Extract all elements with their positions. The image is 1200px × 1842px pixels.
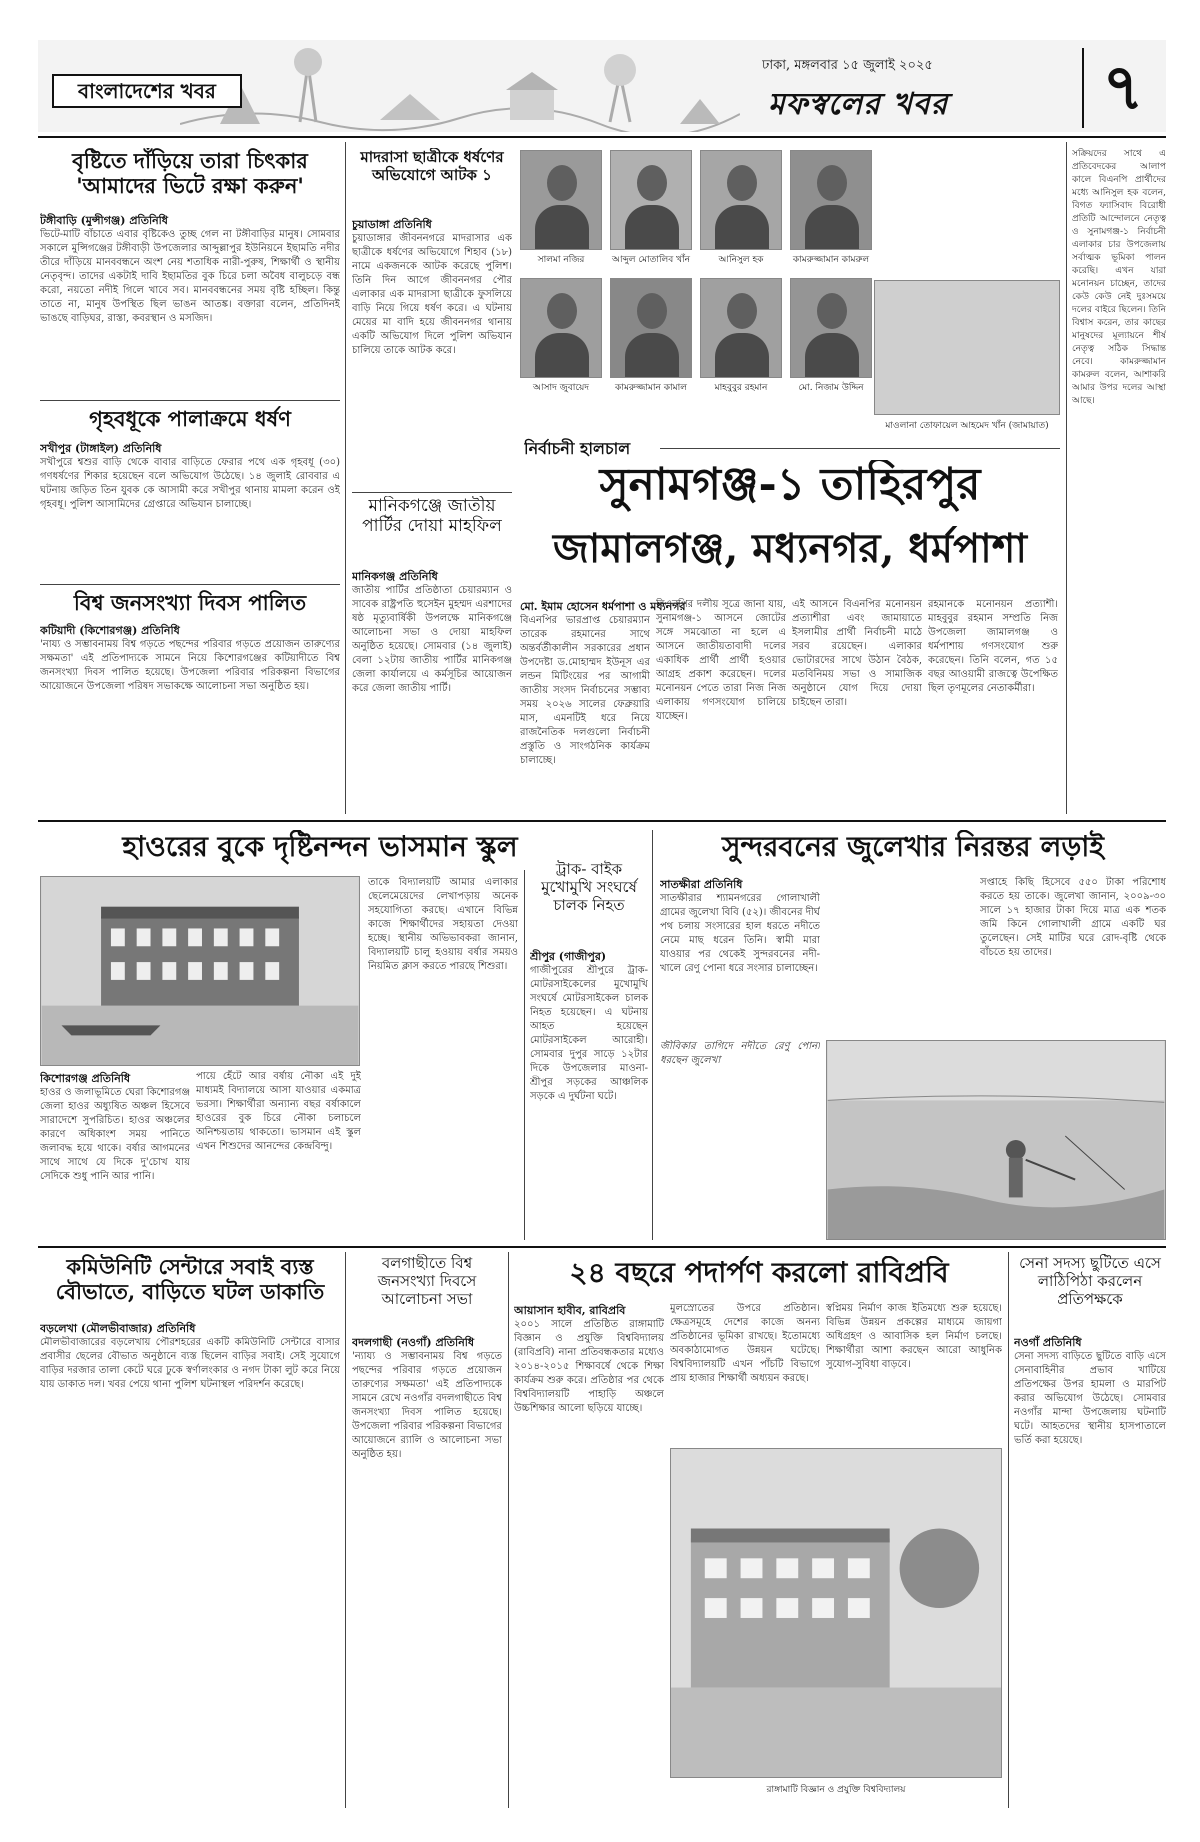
headline-balaganj: বলগাছীতে বিশ্ব জনসংখ্যা দিবসে আলোচনা সভা xyxy=(377,1254,477,1308)
byline-madrasa: চুয়াডাঙ্গা প্রতিনিধি xyxy=(352,218,432,230)
sundarbans-col-1: সাতক্ষীরার শ্যামনগরের গোলাখালী গ্রামের জুলেখা বিবি (৫২)। জীবনের দীর্ঘ পথ চলায় সংসারের হাল ধরতে নদীতে নেমে মাছ ধরেন তিনি। স্বামী মারা যাওয়ার পর থেকেই সুন্দরবনের নদী-খালে রেণু পোনা ধরে সংসার চালাচ্ছেন। xyxy=(660,893,820,974)
election-headline-1: সুনামগঞ্জ-১ তাহিরপুর xyxy=(599,460,981,510)
body-manikganj: জাতীয় পার্টির প্রতিষ্ঠাতা চেয়ারম্যান ও সাবেক রাষ্ট্রপতি হুসেইন মুহম্মদ এরশাদের ষষ্ঠ মৃত্যুবার্ষিকী উপলক্ষে মানিকগঞ্জে আলোচনা সভা ও দোয়া মাহফিল অনুষ্ঠিত হয়েছে। সোমবার (১৪ জুলাই) বেলা ১২টায় জাতীয় পার্টির মানিকগঞ্জ জেলা কার্যালয়ে এ কর্মসূচির আয়োজন করে জেলা জাতীয় পার্টি। xyxy=(352,585,512,694)
candidate-photo xyxy=(610,278,692,378)
byline-university: আয়াসান হাবীব, রাবিপ্রবি xyxy=(514,1304,626,1316)
floating-col-1: হাওর ও জলাভূমিতে ঘেরা কিশোরগঞ্জ জেলা হাওর অধ্যুষিত অঞ্চল হিসেবে সারাদেশে সুপরিচিত। হাওর অঞ্চলের কারণে অধিকাংশ সময় পানিতে জলাবদ্ধ হয়ে থাকে। বর্ষার আগমনের সাথে সাথে যে দিকে দু'চোখ যায় সেদিকে শুধু পানি আর পানি। xyxy=(40,1087,190,1182)
election-col-4: রহমানকে মনোনয়ন প্রত্যাশী। মাহবুবুর রহমান সম্প্রতি নিজ উপজেলা জামালগঞ্জ ও ধর্মপাশায় গণসংযোগ শুরু করেছেন। তিনি বলেন, গত ১৫ বছর আওয়ামী রাজত্বে উপেক্ষিত ছিল তৃণমূলের নেতাকর্মীরা। xyxy=(928,599,1058,694)
headline-madrasa: মাদরাসা ছাত্রীকে ধর্ষণের অভিযোগে আটক ১ xyxy=(360,148,504,184)
sundarbans-col-2: সপ্তাহে কিছি হিসেবে ৫৫০ টাকা পরিশোধ করতে হয় তাকে। জুলেখা জানান, ২০০৯-৩০ সালে ১৭ হাজার টাকা দিয়ে মাত্র এক শতক জমি কিনে গোলাখালী গ্রামে একটি ঘর তুলেছেন। সেই মাটির ঘরে রোদ-বৃষ্টি থেকে বাঁচতে হয় তাদের। xyxy=(980,877,1166,958)
body-population-day: 'নায্য ও সম্ভাবনাময় বিশ্ব গড়তে পছন্দের পরিবার গড়তে প্রয়োজন তারুণ্যের সক্ষমতা' এই প্রতিপাদ্যকে সামনে নিয়ে কিশোরগঞ্জের কটিয়াদীতে বিশ্ব জনসংখ্যা দিবস পালিত হয়েছে। উপজেলা পরিবার পরিকল্পনা বিভাগের আয়োজনে উপজেলা পরিষদ সভাকক্ষে আলোচনা সভা অনুষ্ঠিত হয়। xyxy=(40,639,340,692)
caption-university: রাঙ্গামাটি বিজ্ঞান ও প্রযুক্তি বিশ্ববিদ্যালয় xyxy=(766,1785,906,1795)
body-madrasa: চুয়াডাঙ্গার জীবননগরে মাদরাসার এক ছাত্রীকে ধর্ষণের অভিযোগে শিহাব (১৮) নামে একজনকে আটক করেছে পুলিশ। তিনি দিন আগে জীবননগর পৌর এলাকার এক মাদরাসা ছাত্রীকে ফুসলিয়ে বাড়ি নিয়ে গিয়ে ধর্ষণ করে। এ ঘটনায় মেয়ের মা বাদি হয়ে জীবননগর থানায় একটি অভিযোগ দিলে পুলিশ অভিযান চালিয়ে তাকে আটক করে। xyxy=(352,233,512,356)
section-left-label: বাংলাদেশের খবর xyxy=(52,74,242,108)
headline-husband: গৃহবধূকে পালাক্রমে ধর্ষণ xyxy=(89,406,291,431)
byline-army: নওগাঁ প্রতিনিধি xyxy=(1014,1336,1082,1348)
body-army: সেনা সদস্য বাড়িতে ছুটিতে বাড়ি এসে সেনাবাহিনীর প্রভাব খাটিয়ে প্রতিপক্ষের উপর হামলা ও মারপিট করার অভিযোগ উঠেছে। সোমবার নওগাঁর মান্দা উপজেলায় ঘটনাটি ঘটে। আহতদের স্থানীয় হাসপাতালে ভর্তি করা হয়েছে। xyxy=(1014,1351,1166,1446)
byline-rain: টঙ্গীবাড়ি (মুন্সীগঞ্জ) প্রতিনিধি xyxy=(40,214,168,226)
candidate-photo xyxy=(700,278,782,378)
candidate-photo xyxy=(610,150,692,250)
byline-balaganj: বদলগাছী (নওগাঁ) প্রতিনিধি xyxy=(352,1336,475,1348)
body-truck: গাজীপুরের শ্রীপুরে ট্রাক-মোটরসাইকেলের মুখোমুখি সংঘর্ষে মোটরসাইকেল চালক নিহত হয়েছেন। এ ঘটনায় আহত হয়েছেন মোটরসাইকেল আরোহী। সোমবার দুপুর সাড়ে ১২টার দিকে উপজেলার মাওনা-শ্রীপুর সড়কের আঞ্চলিক সড়কে এ দুর্ঘটনা ঘটে। xyxy=(530,965,648,1102)
election-headline-2: জামালগঞ্জ, মধ্যনগর, ধর্মপাশা xyxy=(552,526,1028,572)
body-balaganj: 'ন্যায্য ও সম্ভাবনাময় বিশ্ব গড়তে পছন্দের পরিবার গড়তে প্রয়োজন তারুণ্যের সক্ষমতা' এই প্রতিপাদ্যকে সামনে রেখে নওগাঁর বদলগাছীতে বিশ্ব জনসংখ্যা দিবস পালিত হয়েছে। উপজেলা পরিবার পরিকল্পনা বিভাগের আয়োজনে র‍্যালি ও আলোচনা সভা অনুষ্ঠিত হয়। xyxy=(352,1351,502,1460)
byline-husband: সখীপুর (টাঙ্গাইল) প্রতিনিধি xyxy=(40,442,162,454)
candidate-name: মাহবুবুর রহমান xyxy=(714,383,768,393)
byline-floating: কিশোরগঞ্জ প্রতিনিধি xyxy=(40,1072,131,1084)
byline-community: বড়লেখা (মৌলভীবাজার) প্রতিনিধি xyxy=(40,1322,196,1334)
headline-university: ২৪ বছরে পদার্পণ করলো রাবিপ্রবি xyxy=(569,1256,949,1289)
university-col-3: স্বপ্নিময় নির্মাণ কাজ ইতিমধ্যে শুরু হয়েছে। বিভিন্ন উন্নয়ন প্রকল্পের মাধ্যমে জায়গা অধিগ্রহণ ও আবাসিক হল নির্মাণ চলছে। শিক্ষার্থীরা আশা করছেন আরো আধুনিক সুযোগ-সুবিধা বাড়বে। xyxy=(826,1303,1002,1370)
page-number: ৭ xyxy=(1082,48,1162,128)
floating-col-2: পায়ে হেঁটে আর বর্ষায় নৌকা এই দুই মাধ্যমই বিদ্যালয়ে আসা যাওয়ার একমাত্র ভরসা। শিক্ষার্থীরা অন্যান্য বছর বর্ষাকালে হাওরের বুক চিরে নৌকা চলাচলে অনিশ্চয়তায় থাকতো। ভাসমান এই স্কুল এখন শিশুদের আনন্দের কেন্দ্রবিন্দু। xyxy=(196,1071,361,1152)
headline-army: সেনা সদস্য ছুটিতে এসে লাঠিপিঠা করলেন প্রতিপক্ষকে xyxy=(1019,1254,1161,1308)
candidate-photo xyxy=(700,150,782,250)
candidate-name: সালমা নজির xyxy=(537,255,585,265)
body-husband: সখীপুরে শ্বশুর বাড়ি থেকে বাবার বাড়িতে ফেরার পথে এক গৃহবধূ (৩০) গণধর্ষণের শিকার হয়েছেন বলে অভিযোগ উঠেছে। ১৪ জুলাই রোববার এ ঘটনায় জড়িত তিন যুবক কে আসামী করে সখীপুর থানায় মামলা করেন ওই গৃহবধূ। পুলিশ আসামিদের গ্রেপ্তারে অভিযান চালাচ্ছে। xyxy=(40,457,340,510)
body-community: মৌলভীবাজারের বড়লেখায় পৌরশহরের একটি কমিউনিটি সেন্টারে বাসার প্রবাসীর ছেলের বৌভাত অনুষ্ঠানে ব্যস্ত ছিলেন বাড়ির সবাই। সেই সুযোগে বাড়ির দরজার তালা কেটে ঘরে ঢুকে স্বর্ণালংকার ও নগদ টাকা লুট করে নিয়ে যায় ডাকাত দল। খবর পেয়ে থানা পুলিশ ঘটনাস্থল পরিদর্শন করেছে। xyxy=(40,1337,340,1390)
candidate-name: মো. নিজাম উদ্দিন xyxy=(798,383,864,393)
floating-col-3: তাকে বিদ্যালয়টি আমার এলাকার ছেলেমেয়েদের লেখাপড়ায় অনেক সহযোগিতা করছে। এখানে বিভিন্ন কাজে শিক্ষার্থীদের সহায়তা দেওয়া হচ্ছে। স্থানীয় অভিভাবকরা জানান, বিদ্যালয়টি চালু হওয়ায় বর্ষার সময়ও নিয়মিত ক্লাস করতে পারছে শিশুরা। xyxy=(368,877,518,972)
election-col-2: বিএনপির দলীয় সূত্রে জানা যায়, সুনামগঞ্জ-১ আসনে জোটের সঙ্গে সমঝোতা না হলে এ আসনে জাতীয়তাবাদী দলের একাধিক প্রার্থী প্রার্থী হওয়ার আগ্রহ প্রকাশ করেছেন। দলের মনোনয়ন পেতে তারা নিজ নিজ এলাকায় গণসংযোগ চালিয়ে যাচ্ছেন। xyxy=(656,599,786,722)
floating-school-photo xyxy=(40,876,360,1066)
election-col-3: এই আসনে বিএনপির মনোনয়ন প্রত্যাশীরা এবং জামায়াতে ইসলামীর প্রার্থী নির্বাচনী মাঠে সরব রয়েছেন। এলাকার ভোটারদের সাথে উঠান বৈঠক, মতবিনিময় সভা ও সামাজিক অনুষ্ঠানে যোগ দিয়ে দোয়া চাইছেন তারা। xyxy=(792,599,922,708)
university-col-1: ২০০১ সালে প্রতিষ্ঠিত রাঙ্গামাটি বিজ্ঞান ও প্রযুক্তি বিশ্ববিদ্যালয় (রাবিপ্রবি) নানা প্রতিবন্ধকতার মধ্যেও ২০১৪-২০১৫ শিক্ষাবর্ষে থেকে শিক্ষা কার্যক্রম শুরু করে। প্রতিষ্ঠার পর থেকে বিশ্ববিদ্যালয়টি পাহাড়ি অঞ্চলে উচ্চশিক্ষার আলো ছড়িয়ে যাচ্ছে। xyxy=(514,1319,664,1414)
candidate-name: আব্দুল মোতালিব খাঁন xyxy=(611,255,691,265)
candidate-photo-featured xyxy=(874,280,1060,415)
candidate-name: কামরুজ্জামান কামরুল xyxy=(792,255,870,265)
byline-truck: শ্রীপুর (গাজীপুর) xyxy=(530,950,607,962)
headline-truck: ট্রাক- বাইক মুখোমুখি সংঘর্ষে চালক নিহত xyxy=(541,860,637,914)
byline-population-day: কটিয়াদী (কিশোরগঞ্জ) প্রতিনিধি xyxy=(40,624,180,636)
masthead-illustration xyxy=(180,44,740,132)
university-col-2: মুলস্রোতের উপরে প্রতিষ্ঠান। ক্ষেত্রসমূহে দেশের কাজে অনন্য প্রতিষ্ঠানের ভূমিকা রাখছে। ইতোমধ্যে অবকাঠামোগত উন্নয়ন ঘটেছে। বিশ্ববিদ্যালয়টি এখন পাঁচটি বিভাগে প্রায় হাজার শিক্ষার্থী অধ্যয়ন করছে। xyxy=(670,1303,820,1384)
sundarbans-photo xyxy=(826,1040,1166,1240)
election-col-1: বিএনপির ভারপ্রাপ্ত চেয়ারম্যান তারেক রহমানের সাথে অন্তর্বর্তীকালীন সরকারের প্রধান উপদেষ্টা ড.মোহাম্মদ ইউনূস এর লন্ডন মিটিংয়ের পর আগামী জাতীয় সংসদ নির্বাচনের সম্ভাব্য সময় ২০২৬ সালের ফেব্রুয়ারি মাস, এমনটিই ধরে নিয়ে রাজনৈতিক দলগুলো নির্বাচনী প্রস্তুতি ও সাংগঠনিক কার্যক্রম চালাচ্ছে। xyxy=(520,615,650,766)
candidate-photo xyxy=(520,150,602,250)
candidate-name: আনিসুল হক xyxy=(718,255,764,265)
section-title: মফস্বলের খবর xyxy=(768,87,949,122)
candidate-photo xyxy=(790,278,872,378)
body-right-column: সক্রিয়দের সাথে এ প্রতিবেদকের আলাপ কালে বিএনপি প্রার্থীদের মধ্যে আনিসুল হক বলেন, বিগত ফ্যাসিবাদ বিরোধী প্রতিটি আন্দোলনে নেতৃত্ব ও সুনামগঞ্জ-১ নির্বাচনী এলাকার চার উপজেলায় সর্বাত্মক ভূমিকা পালন করেছি। এখন যারা মনোনয়ন চাচ্ছেন, তাদের কেউ কেউ নেই দুঃসময়ে দলের বাইরে ছিলেন। তিনি বিশ্বাস করেন, তার কাছের মানুষদের মূল্যায়নে শীর্ষ নেতৃত্ব সঠিক সিদ্ধান্ত নেবে। কামরুজ্জামান কামরুল বলেন, আশাকরি আমার উপর দলের আস্থা আছে। xyxy=(1072,149,1166,406)
candidate-photo xyxy=(520,278,602,378)
byline-manikganj: মানিকগঞ্জ প্রতিনিধি xyxy=(352,570,438,582)
election-label: নির্বাচনী হালচাল xyxy=(524,439,631,458)
headline-community-center: কমিউনিটি সেন্টারে সবাই ব্যস্ত বৌভাতে, বাড়িতে ঘটল ডাকাতি xyxy=(55,1254,325,1305)
headline-rain-protest: বৃষ্টিতে দাঁড়িয়ে তারা চিৎকার 'আমাদের ভিটে রক্ষা করুন' xyxy=(72,148,308,199)
candidate-name: আসাদ জুবায়েদ xyxy=(533,383,589,393)
candidate-photo xyxy=(790,150,872,250)
headline-manikganj: মানিকগঞ্জে জাতীয় পার্টির দোয়া মাহফিল xyxy=(362,496,502,537)
headline-sundarbans: সুন্দরবনের জুলেখার নিরন্তর লড়াই xyxy=(722,830,1104,863)
caption-featured: মাওলানা তোফায়েল আহমেদ খাঁন (জামায়াত) xyxy=(885,421,1049,431)
issue-date: ঢাকা, মঙ্গলবার ১৫ জুলাই ২০২৫ xyxy=(762,58,933,73)
byline-election: মো. ইমাম হোসেন ধর্মপাশা ও মধ্যনগর xyxy=(520,600,686,612)
candidate-name: কামরুজ্জামান কামাল xyxy=(615,383,687,393)
body-rain: ভিটে-মাটি বাঁচাতে এবার বৃষ্টিকেও তুচ্ছ গেল না টঙ্গীবাড়ির মানুষ। সোমবার সকালে মুন্সিগঞ্জের টঙ্গীবাড়ী উপজেলার আব্দুল্লাপুর ইউনিয়নে ইছামতি নদীর তীরে দাঁড়িয়ে মানববন্ধনে অংশ নেয় শতাধিক নারী-পুরুষ, শিক্ষার্থী ও স্থানীয় নেতৃবৃন্দ। তাদের একটাই দাবি ইছামতির বুক চিরে চলা অবৈধ বালুচড়ে বন্ধ করো, নয়তো নদীই গিলে খাবে সব। মানববন্ধনের সময় বৃষ্টি হচ্ছিল। কিন্তু তাতে না, মানুষ উপস্থিত ছিল ভাঙন আতঙ্ক। বক্তারা বলেন, প্রতিদিনই ভাঙছে বাড়িঘর, রাস্তা, কবরস্থান ও মসজিদ। xyxy=(40,229,340,324)
sundarbans-caption: জীবিকার তাগিদে নদীতে রেণু পোনা ধরছেন জুলেখা xyxy=(660,1041,820,1066)
university-photo xyxy=(670,1448,1002,1778)
headline-floating-school: হাওরের বুকে দৃষ্টিনন্দন ভাসমান স্কুল xyxy=(122,830,518,863)
headline-population-day: বিশ্ব জনসংখ্যা দিবস পালিত xyxy=(73,590,307,615)
byline-sundarbans: সাতক্ষীরা প্রতিনিধি xyxy=(660,878,743,890)
